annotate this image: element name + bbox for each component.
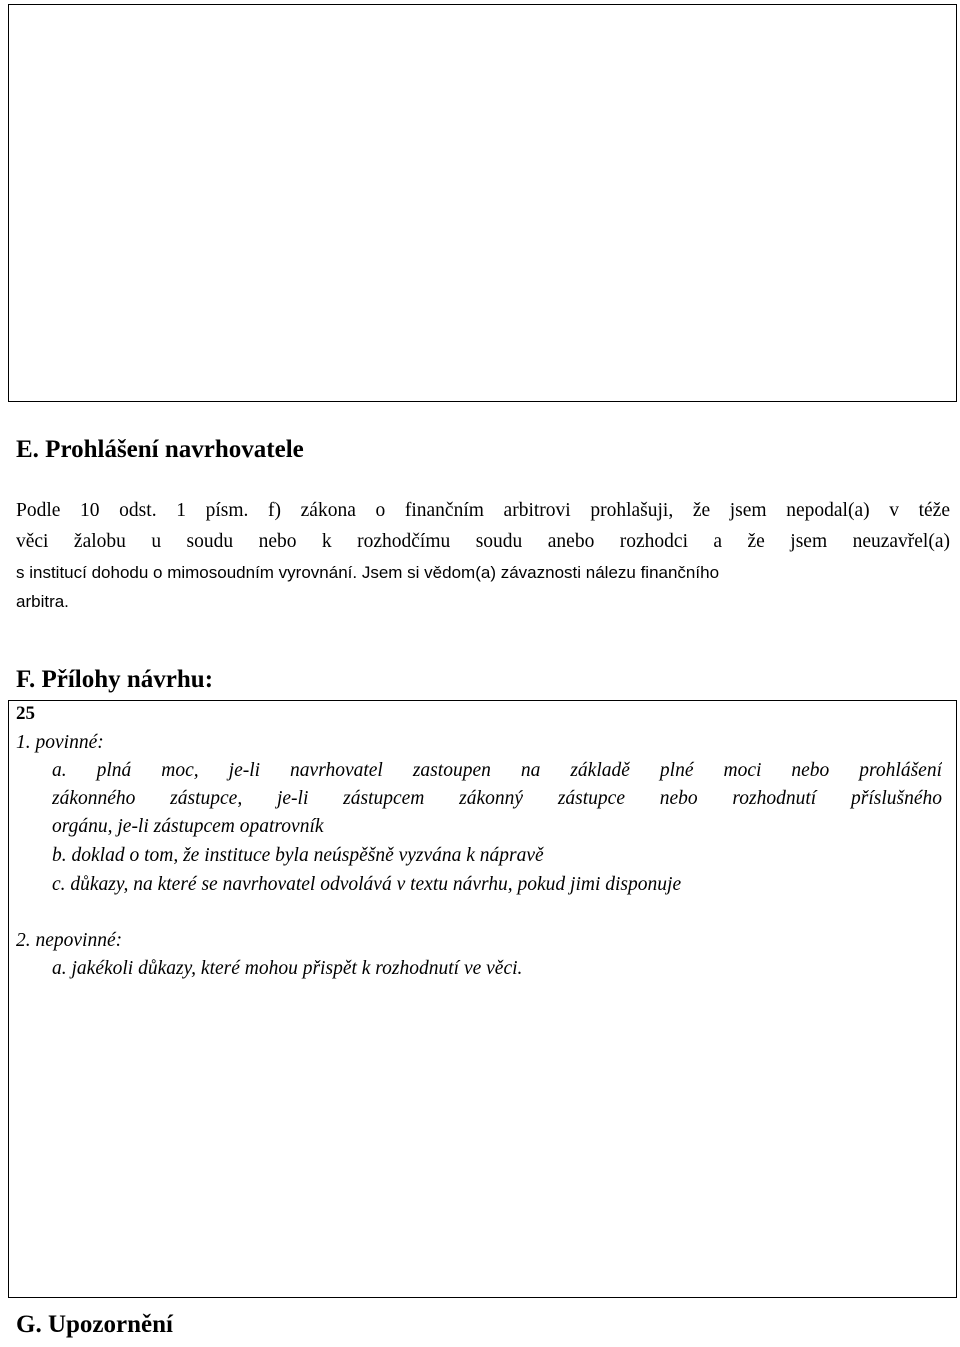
attachment-b: b. doklad o tom, že instituce byla neúspěšně vyzvána k nápravě (52, 845, 544, 866)
declaration-line-1: Podle 10 odst. 1 písm. f) zákona o finančním arbitrovi prohlašuji, že jsem nepodal(a) v téže (16, 500, 950, 521)
attachments-number: 25 (16, 703, 35, 724)
declaration-line-2: věci žalobu u soudu nebo k rozhodčímu soudu anebo rozhodci a že jsem neuzavřel(a) (16, 531, 950, 552)
attachment-c: c. důkazy, na které se navrhovatel odvolává v textu návrhu, pokud jimi disponuje (52, 874, 682, 895)
section-e-heading: E. Prohlášení navrhovatele (16, 436, 304, 463)
optional-label: 2. nepovinné: (16, 930, 123, 951)
section-f-heading: F. Přílohy návrhu: (16, 666, 214, 693)
attachment-a-line-3: orgánu, je-li zástupcem opatrovník (52, 816, 324, 837)
section-g-heading: G. Upozornění (16, 1311, 173, 1338)
optional-a: a. jakékoli důkazy, které mohou přispět k rozhodnutí ve věci. (52, 958, 523, 979)
attachment-a-line-2: zákonného zástupce, je-li zástupcem zákonný zástupce nebo rozhodnutí příslušného (52, 788, 942, 809)
blank-form-box (8, 4, 957, 402)
declaration-line-3-awareness: Jsem si vědom(a) závaznosti nálezu finančního (357, 563, 720, 582)
declaration-line-4: arbitra. (16, 592, 69, 611)
attachment-a-line-1: a. plná moc, je-li navrhovatel zastoupen na základě plné moci nebo prohlášení (52, 760, 942, 781)
declaration-line-3 (16, 558, 950, 588)
mandatory-label: 1. povinné: (16, 732, 104, 753)
declaration-line-3-text: s institucí dohodu o mimosoudním vyrovnání. (16, 563, 358, 582)
